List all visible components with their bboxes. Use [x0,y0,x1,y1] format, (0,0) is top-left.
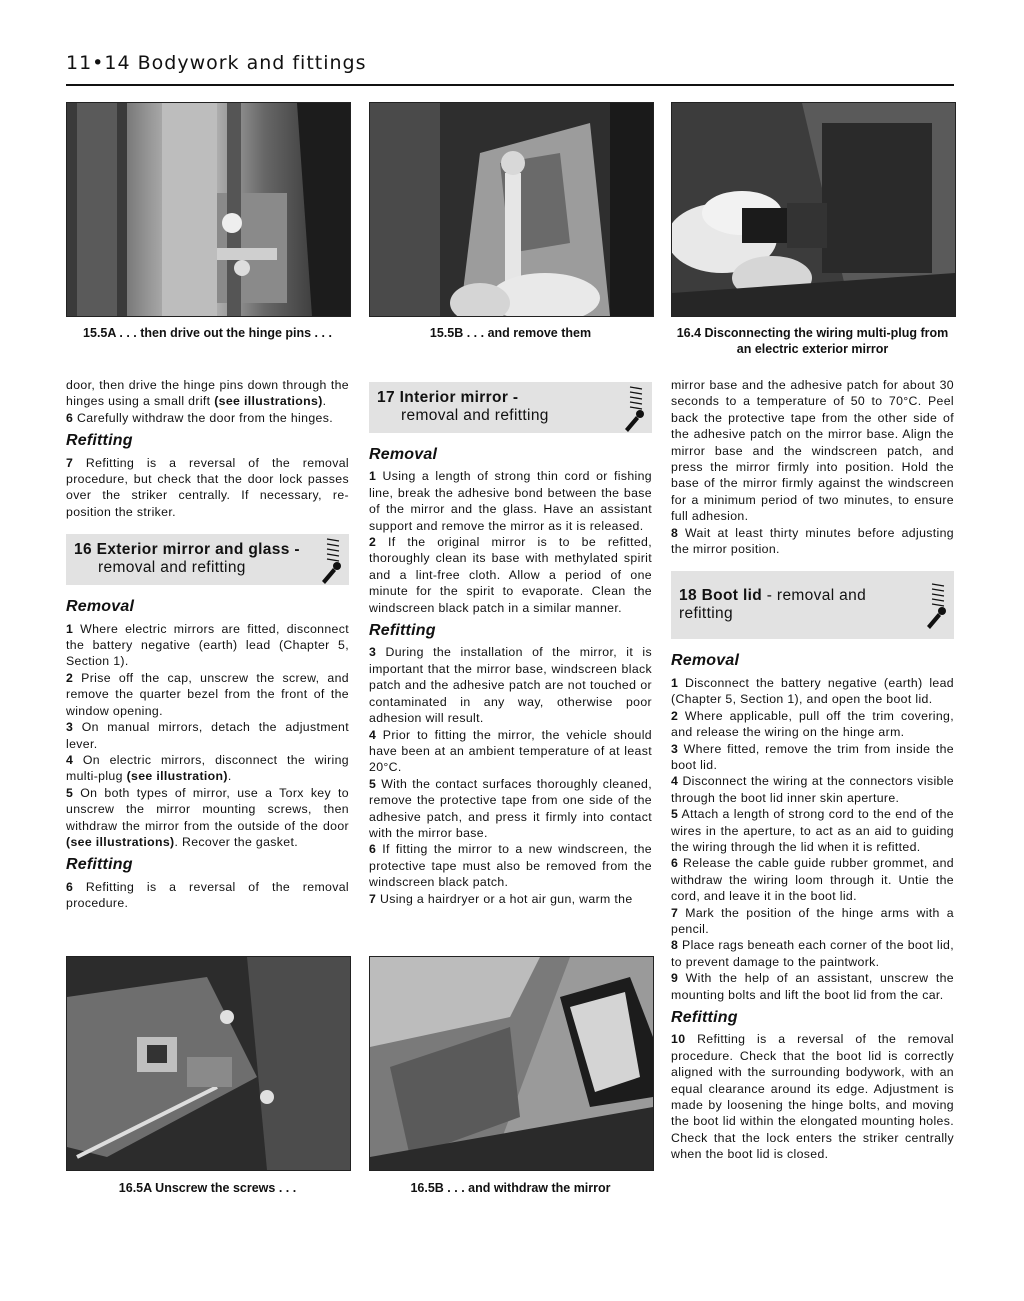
step-2-ext-mirror: 2 Prise off the cap, unscrew the screw, and remove the quarter bezel from the front of the window opening. [66,670,349,718]
step-5-boot-lid: 5 Attach a length of strong cord to the end of the wires in the aperture, to act as an aid to guiding the wiring through the lid when it is refitted. [671,807,954,854]
step-3-ext-mirror: 3 On manual mirrors, detach the adjustment lever. [66,720,349,751]
difficulty-spanner-icon [622,383,648,433]
caption-16-5a: 16.5A Unscrew the screws . . . [118,1181,297,1195]
paragraph-door-drive-pins: door, then drive the hinge pins down through the hinges using a small drift (see illustrations). [66,378,349,409]
step-6-withdraw-door: 6 Carefully withdraw the door from the hinges. [66,410,333,425]
step-4-ext-mirror: 4 On electric mirrors, disconnect the wiring multi-plug (see illustration). [66,752,349,784]
step-3-int-mirror: 3 During the installation of the mirror, it is important that the mirror base, windscreen black patch and the adhesive patch are not touched or contaminated in any way, otherwise poor adhesion will result. [369,645,652,726]
photo-unscrew-mirror-screws [66,956,351,1171]
step-10-boot-lid: 10 Refitting is a reversal of the removal procedure. Check that the boot lid is correctly aligned with the surrounding bodywork, with an equal clearance around its edge. Adjustment is made by loosening the hinge bolts, and moving the boot lid within the elongated mounting holes. Check that the lock enters the striker centrally when the boot lid is closed. [671,1032,954,1162]
step-8-int-mirror: 8 Wait at least thirty minutes before adjusting the mirror position. [671,525,954,557]
heading-refitting-door: Refitting [66,432,133,450]
photo-withdraw-mirror [369,956,654,1171]
photo-hinge-pins-removed [369,102,654,317]
caption-15-5a: 15.5A . . . then drive out the hinge pins . . . [83,326,332,340]
step-3-boot-lid: 3 Where fitted, remove the trim from inside the boot lid. [671,741,954,772]
step-4-boot-lid: 4 Disconnect the wiring at the connectors visible through the boot lid inner skin aperture. [671,774,954,805]
step-1-int-mirror: 1 Using a length of strong thin cord or fishing line, break the adhesive bond between the base of the mirror and the glass. Have an assistant support and remove the mirror as it is released. [369,469,652,533]
step-6-refitting-ext-mirror: 6 Refitting is a reversal of the removal procedure. [66,879,349,911]
heading-removal-ext-mirror: Removal [66,598,135,616]
step-7-boot-lid: 7 Mark the position of the hinge arms with a pencil. [671,905,954,936]
difficulty-spanner-icon [924,580,950,630]
photo-mirror-wiring-plug [671,102,956,317]
heading-removal-boot-lid: Removal [671,652,740,670]
step-7-refitting-door: 7 Refitting is a reversal of the removal procedure, but check that the door lock passes over the striker centrally. If necessary, re-position the striker. [66,455,349,519]
caption-16-4: 16.4 Disconnecting the wiring multi-plug from an electric exterior mirror [676,326,949,356]
column-3 [671,377,954,1163]
page-header: 11•14 Bodywork and fittings [66,52,367,74]
step-5-int-mirror: 5 With the contact surfaces thoroughly cleaned, remove the protective tape from one side of the adhesive patch, and press it firmly into contact with the mirror base. [369,776,652,840]
paragraph-mirror-base-warm: mirror base and the adhesive patch for about 30 seconds to a temperature of 50 to 70°C. Peel back the protective tape from the other side of the adhesive patch on the mirror base. Align the mirror base and the windscreen patch, and press the mirror firmly into position. Hold the base of the mirror firmly against the windscreen for a minimum period of two minutes, to ensure full adhesion. [671,378,954,524]
step-6-boot-lid: 6 Release the cable guide rubber grommet, and withdraw the wiring loom through it. Untie the cord, and leave it in the boot lid. [671,856,954,904]
section-17-heading: 17 Interior mirror - removal and refitting [369,382,652,433]
section-18-heading: 18 Boot lid - removal and refitting [671,571,954,639]
heading-refitting-ext-mirror: Refitting [66,856,133,874]
column-1 [66,377,349,912]
step-7-int-mirror: 7 Using a hairdryer or a hot air gun, warm the [369,891,633,906]
caption-16-5b: 16.5B . . . and withdraw the mirror [410,1181,611,1195]
step-9-boot-lid: 9 With the help of an assistant, unscrew the mounting bolts and lift the boot lid from the car. [671,971,954,1002]
heading-removal-int-mirror: Removal [369,446,438,463]
step-8-boot-lid: 8 Place rags beneath each corner of the boot lid, to prevent damage to the paintwork. [671,938,954,969]
step-6-int-mirror: 6 If fitting the mirror to a new windscreen, the protective tape must also be removed from the windscreen black patch. [369,842,652,890]
column-2 [369,370,652,907]
difficulty-spanner-icon [319,535,345,585]
step-1-boot-lid: 1 Disconnect the battery negative (earth) lead (Chapter 5, Section 1), and open the boot lid. [671,675,954,707]
caption-15-5b: 15.5B . . . and remove them [429,326,592,340]
step-4-int-mirror: 4 Prior to fitting the mirror, the vehicle should have been at an ambient temperature of at least 20°C. [369,727,652,775]
step-5-ext-mirror: 5 On both types of mirror, use a Torx key to unscrew the mirror mounting screws, then withdraw the mirror from the outside of the door (see illustrations). Recover the gasket. [66,785,349,849]
step-2-boot-lid: 2 Where applicable, pull off the trim covering, and release the wiring on the hinge arm. [671,708,954,740]
heading-refitting-int-mirror: Refitting [369,622,436,640]
photo-hinge-pins-drive [66,102,351,317]
section-16-heading: 16 Exterior mirror and glass - removal and refitting [66,534,349,585]
header-rule [66,84,954,86]
heading-refitting-boot-lid: Refitting [671,1009,738,1026]
step-2-int-mirror: 2 If the original mirror is to be refitted, thoroughly clean its base with methylated spirit and a lint-free cloth. Allow a period of one minute for the spirit to evaporate. Clean the windscreen black patch in a similar manner. [369,535,652,615]
step-1-ext-mirror: 1 Where electric mirrors are fitted, disconnect the battery negative (earth) lead (Chapter 5, Section 1). [66,621,349,669]
